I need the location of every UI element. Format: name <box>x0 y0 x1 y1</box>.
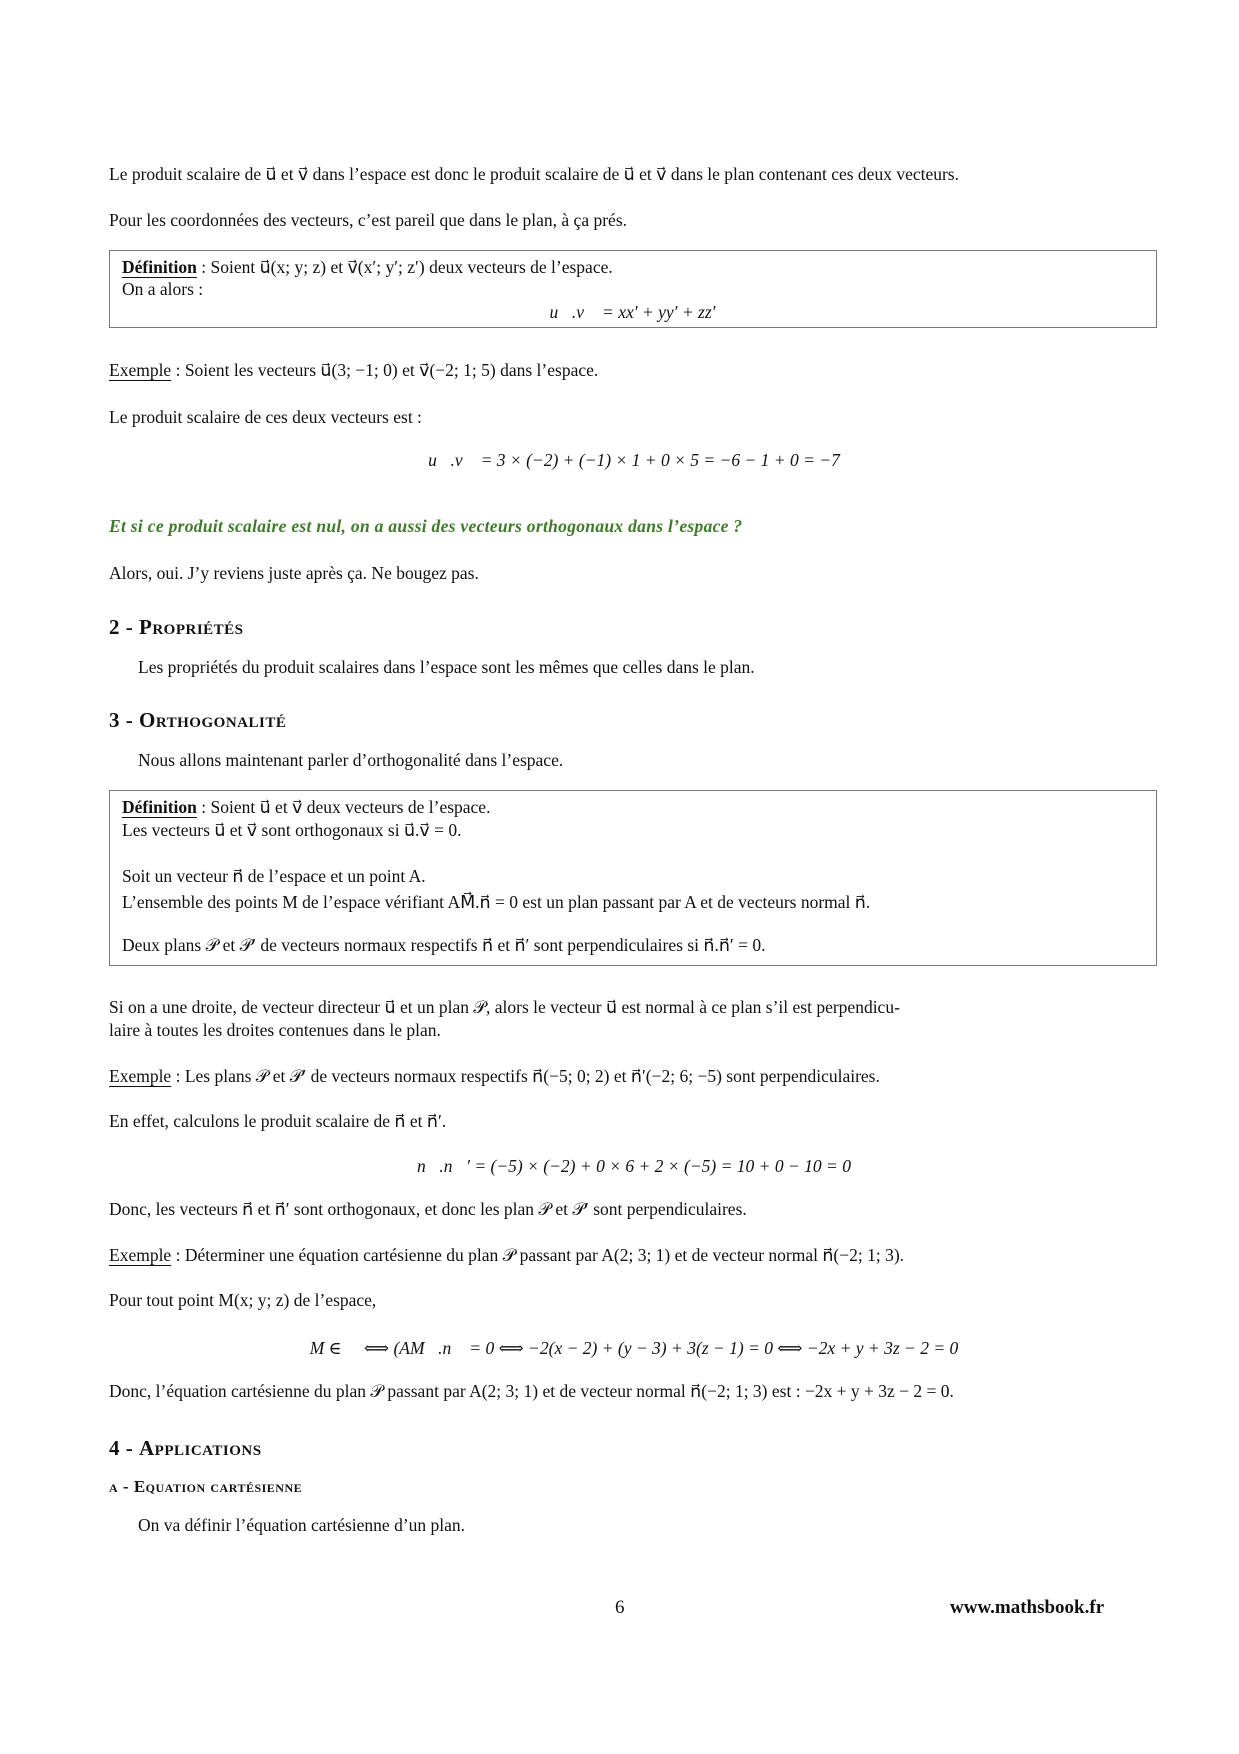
paragraph-proprietes: Les propriétés du produit scalaires dans l’espace sont les mêmes que celles dans le plan. <box>138 657 755 677</box>
definition-line-4: L’ensemble des points M de l’espace vérifiant AM⃗.n⃗ = 0 est un plan passant par A et de vecteurs normal n⃗. <box>122 892 871 912</box>
example-1: Exemple : Soient les vecteurs u⃗(3; −1; 0) et v⃗(−2; 1; 5) dans l’espace. <box>109 360 599 380</box>
footer-website[interactable]: www.mathsbook.fr <box>950 1597 1105 1618</box>
definition-line-2: Les vecteurs u⃗ et v⃗ sont orthogonaux si u⃗.v⃗ = 0. <box>122 820 462 840</box>
paragraph-donc-2: Donc, l’équation cartésienne du plan 𝒫 passant par A(2; 3; 1) et de vecteur normal n⃗(−2; 1; 3) est : −2x + y + 3z − 2 = 0. <box>109 1381 954 1401</box>
paragraph-ortho-intro: Nous allons maintenant parler d’orthogonalité dans l’espace. <box>138 750 564 770</box>
equation-scalar-result: u⃗.v⃗ = 3 × (−2) + (−1) × 1 + 0 × 5 = −6 − 1 + 0 = −7 <box>428 450 840 470</box>
example-label: Exemple <box>109 1066 172 1086</box>
page-number: 6 <box>615 1597 625 1618</box>
example-3: Exemple : Déterminer une équation cartésienne du plan 𝒫 passant par A(2; 3; 1) et de vecteur normal n⃗(−2; 1; 3). <box>109 1245 905 1265</box>
definition-line-1: Définition : Soient u⃗(x; y; z) et v⃗(x′; y′; z′) deux vecteurs de l’espace. <box>122 257 613 277</box>
section-heading-proprietes: 2 - Propriétés <box>109 615 244 639</box>
example-2: Exemple : Les plans 𝒫 et 𝒫′ de vecteurs normaux respectifs n⃗(−5; 0; 2) et n⃗′(−2; 6; −5) sont perpendiculaires. <box>109 1066 880 1086</box>
definition-formula: u⃗.v⃗ = xx′ + yy′ + zz′ <box>549 302 716 322</box>
definition-line-1: Définition : Soient u⃗ et v⃗ deux vecteurs de l’espace. <box>122 797 491 817</box>
answer-paragraph: Alors, oui. J’y reviens juste après ça. Ne bougez pas. <box>109 563 479 583</box>
example-label: Exemple <box>109 1245 172 1265</box>
paragraph-droite-2: laire à toutes les droites contenues dans le plan. <box>109 1020 441 1040</box>
paragraph-pour-tout: Pour tout point M(x; y; z) de l’espace, <box>109 1290 377 1310</box>
definition-line-2: On a alors : <box>122 279 204 299</box>
equation-cartesian-derivation: M ∈ 𝒫 ⟺ (AM⃗.n⃗ = 0 ⟺ −2(x − 2) + (y − 3) + 3(z − 1) = 0 ⟺ −2x + y + 3z − 2 = 0 <box>309 1338 959 1358</box>
section-heading-orthogonalite: 3 - Orthogonalité <box>109 708 287 732</box>
definition-label: Définition <box>122 797 197 817</box>
definition-box-orthogonality <box>109 790 1157 966</box>
paragraph-applications: On va définir l’équation cartésienne d’un plan. <box>138 1515 466 1535</box>
definition-line-5: Deux plans 𝒫 et 𝒫′ de vecteurs normaux respectifs n⃗ et n⃗′ sont perpendiculaires si n⃗.n⃗′ = 0. <box>122 935 766 955</box>
paragraph-coordinates: Pour les coordonnées des vecteurs, c’est pareil que dans le plan, à ça prés. <box>109 210 628 230</box>
question-green: Et si ce produit scalaire est nul, on a aussi des vecteurs orthogonaux dans l’espace ? <box>109 516 743 536</box>
definition-line-3: Soit un vecteur n⃗ de l’espace et un point A. <box>122 866 426 886</box>
example-label: Exemple <box>109 360 172 380</box>
paragraph-en-effet: En effet, calculons le produit scalaire de n⃗ et n⃗′. <box>109 1111 447 1131</box>
paragraph-donc-1: Donc, les vecteurs n⃗ et n⃗′ sont orthogonaux, et donc les plan 𝒫 et 𝒫′ sont perpendiculaires. <box>109 1199 747 1219</box>
definition-box-scalar <box>109 250 1157 328</box>
paragraph-droite-1: Si on a une droite, de vecteur directeur u⃗ et un plan 𝒫, alors le vecteur u⃗ est normal à ce plan s’il est perpendicu- <box>109 997 900 1017</box>
paragraph-scalar-plane: Le produit scalaire de u⃗ et v⃗ dans l’espace est donc le produit scalaire de u⃗ et v⃗ dans le plan contenant ces deux vecteurs. <box>109 164 959 184</box>
equation-normal-product: n⃗.n⃗′ = (−5) × (−2) + 0 × 6 + 2 × (−5) = 10 + 0 − 10 = 0 <box>417 1156 851 1176</box>
subsection-heading-equation-cartesienne: a - Equation cartésienne <box>109 1477 303 1496</box>
section-heading-applications: 4 - Applications <box>109 1436 262 1460</box>
paragraph-scalar-product: Le produit scalaire de ces deux vecteurs est : <box>109 407 422 427</box>
definition-label: Définition <box>122 257 197 277</box>
